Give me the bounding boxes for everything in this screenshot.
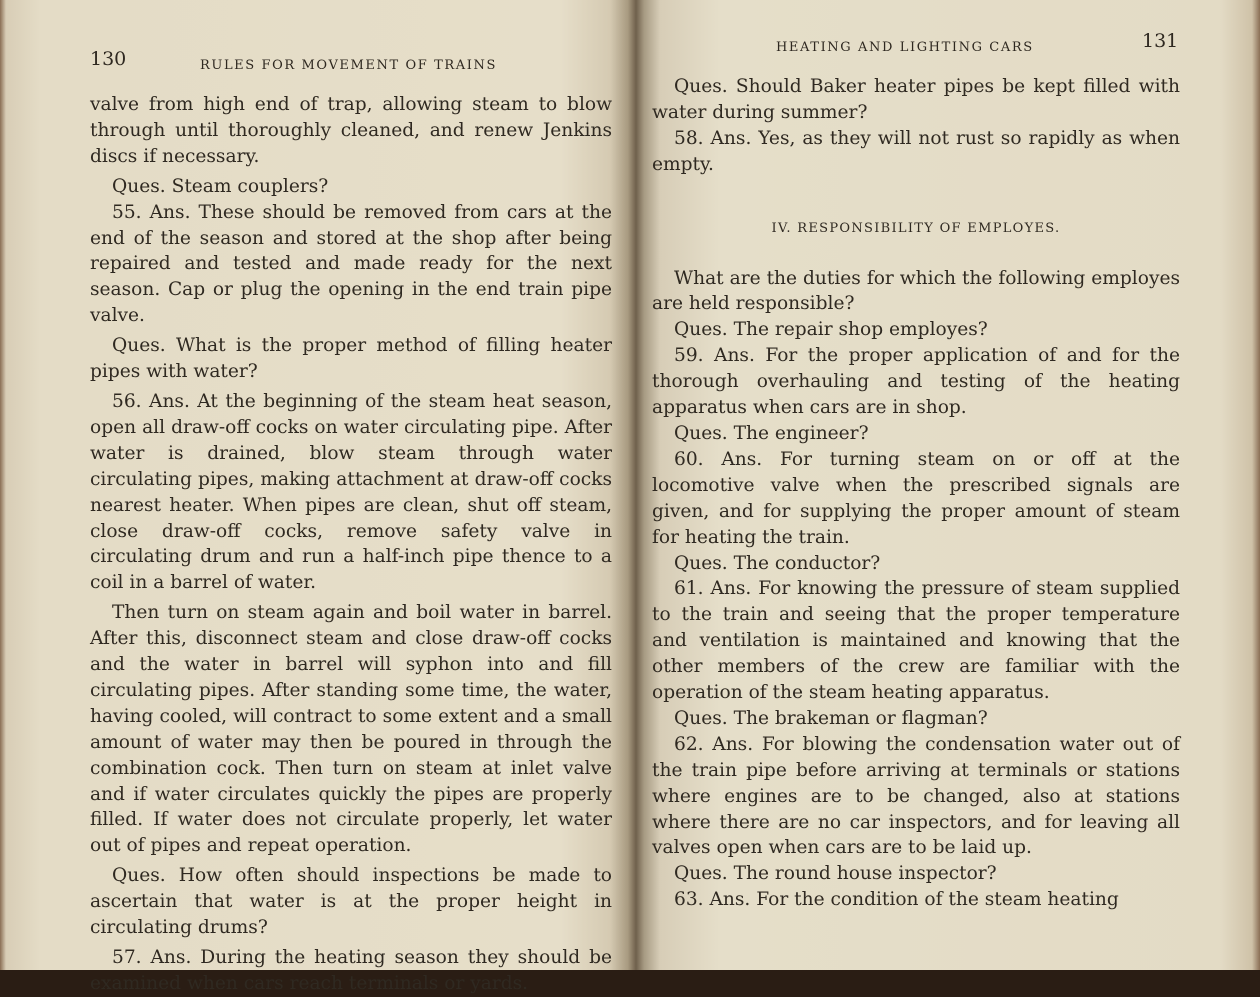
question: Ques. What is the proper method of filling heater pipes with water? <box>90 335 612 383</box>
question: Ques. Steam couplers? <box>112 175 329 197</box>
question: Ques. Should Baker heater pipes be kept filled with water during summer? <box>652 76 1180 123</box>
answer: 62. Ans. For blowing the condensation water out of the train pipe before arriving at terminals or stations where engines are to be changed, also at stations where there are no car inspectors, and for leaving all valves open when cars are to be laid up. <box>652 733 1180 859</box>
paragraph: valve from high end of trap, allowing steam to blow through until thoroughly cleaned, and renew Jenkins discs if necessary. <box>90 94 612 167</box>
right-page-text <box>652 74 1180 913</box>
paragraph: Then turn on steam again and boil water in barrel. After this, disconnect steam and close draw-off cocks and the water in barrel will syphon into and fill circulating pipes. After standing some time, the water, having cooled, will contract to some extent and a small amount of water may then be poured in through the combination cock. Then turn on steam at inlet valve and if water circulates quickly the pipes are properly filled. If water does not circulate properly, let water out of pipes and repeat operation. <box>90 602 612 857</box>
question: Ques. The brakeman or flagman? <box>674 707 988 729</box>
answer: 60. Ans. For turning steam on or off at the locomotive valve when the prescribed signals are given, and for supplying the proper amount of steam for heating the train. <box>652 448 1180 548</box>
running-head: HEATING AND LIGHTING CARS <box>776 40 1034 55</box>
page-number: 131 <box>1142 30 1179 52</box>
answer: 56. Ans. At the beginning of the steam heat season, open all draw-off cocks on water circulating pipe. After water is drained, blow steam through water circulating pipes, making attachment at draw-off cocks nearest heater. When pipes are clean, shut off steam, close draw-off cocks, remove safety valve in circulating drum and run a half-inch pipe thence to a coil in a barrel of water. <box>90 390 612 594</box>
right-page <box>640 0 1260 970</box>
question: Ques. The round house inspector? <box>674 863 997 885</box>
question: Ques. The repair shop employes? <box>674 319 988 341</box>
answer: 63. Ans. For the condition of the steam heating <box>674 889 1119 911</box>
left-page-text <box>90 92 612 997</box>
answer: 61. Ans. For knowing the pressure of steam supplied to the train and seeing that the proper temperature and ventilation is maintained and knowing that the other members of the crew are familiar with the operation of the steam heating apparatus. <box>652 578 1180 704</box>
answer: 58. Ans. Yes, as they will not rust so rapidly as when empty. <box>652 127 1180 175</box>
paragraph: What are the duties for which the following employes are held responsible? <box>652 267 1180 315</box>
running-head: RULES FOR MOVEMENT OF TRAINS <box>200 58 497 73</box>
page-number: 130 <box>90 48 127 70</box>
question: Ques. The engineer? <box>674 422 869 444</box>
answer: 57. Ans. During the heating season they should be examined when cars reach terminals or yards. <box>90 947 612 994</box>
question: Ques. The conductor? <box>674 552 881 574</box>
answer: 59. Ans. For the proper application of and for the thorough overhauling and testing of the heating apparatus when cars are in shop. <box>652 345 1180 419</box>
question: Ques. How often should inspections be made to ascertain that water is at the proper height in circulating drums? <box>90 865 612 939</box>
section-heading: IV. RESPONSIBILITY OF EMPLOYES. <box>771 220 1061 236</box>
answer: 55. Ans. These should be removed from cars at the end of the season and stored at the shop after being repaired and tested and made ready for the next season. Cap or plug the opening in the end train pipe valve. <box>90 201 612 327</box>
